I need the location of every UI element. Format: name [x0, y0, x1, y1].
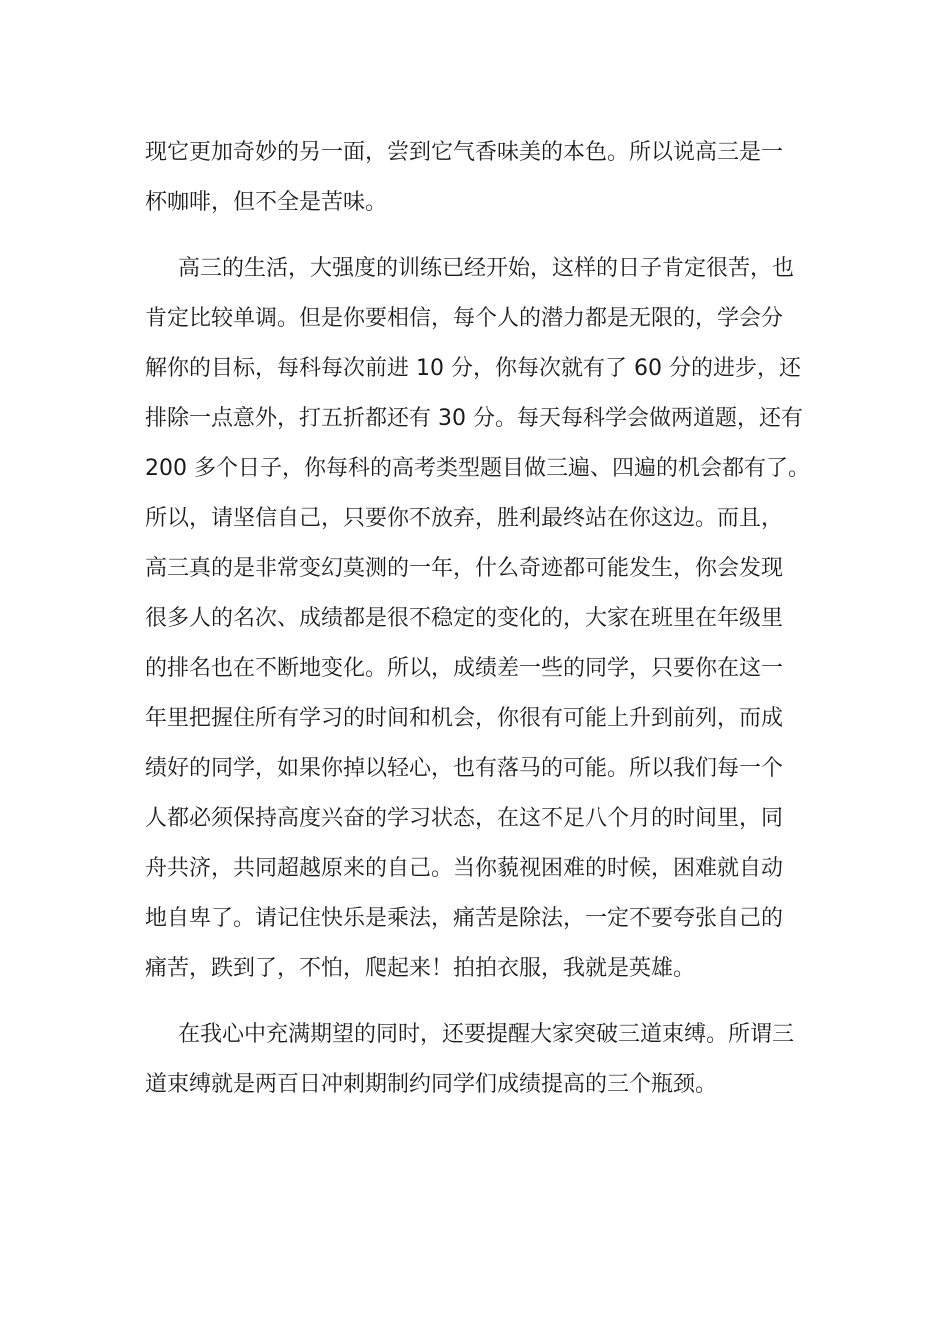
text-line: 道束缚就是两百日冲刺期制约同学们成绩提高的三个瓶颈。 [145, 1072, 718, 1097]
text-line: 200 多个日子，你每科的高考类型题目做三遍、四遍的机会都有了。 [145, 456, 810, 481]
text-line: 地自卑了。请记住快乐是乘法，痛苦是除法，一定不要夸张自己的 [145, 906, 784, 931]
text-line: 的排名也在不断地变化。所以，成绩差一些的同学，只要你在这一 [145, 656, 784, 681]
text-line: 高三真的是非常变幻莫测的一年，什么奇迹都可能发生，你会发现 [145, 556, 784, 581]
paragraph-spacer [145, 228, 815, 244]
text-line: 在我心中充满期望的同时，还要提醒大家突破三道束缚。所谓三 [178, 1022, 795, 1047]
paragraph-1 [145, 128, 815, 228]
text-line: 高三的生活，大强度的训练已经开始，这样的日子肯定很苦，也 [178, 256, 795, 281]
text-line: 所以，请坚信自己，只要你不放弃，胜利最终站在你这边。而且， [145, 506, 784, 531]
paragraph-2 [145, 244, 815, 994]
document-body [145, 128, 815, 1110]
paragraph-3 [145, 1010, 815, 1110]
text-line: 杯咖啡，但不全是苦味。 [145, 190, 388, 215]
text-line: 很多人的名次、成绩都是很不稳定的变化的，大家在班里在年级里 [145, 606, 784, 631]
text-line: 痛苦，跌到了，不怕，爬起来！拍拍衣服，我就是英雄。 [145, 956, 696, 981]
text-line: 现它更加奇妙的另一面，尝到它气香味美的本色。所以说高三是一 [145, 140, 784, 165]
text-line: 人都必须保持高度兴奋的学习状态，在这不足八个月的时间里，同 [145, 806, 784, 831]
text-line: 排除一点意外，打五折都还有 30 分。每天每科学会做两道题，还有 [145, 406, 803, 431]
text-line: 年里把握住所有学习的时间和机会，你很有可能上升到前列，而成 [145, 706, 784, 731]
paragraph-spacer [145, 994, 815, 1010]
text-line: 解你的目标，每科每次前进 10 分，你每次就有了 60 分的进步，还 [145, 356, 801, 381]
text-line: 肯定比较单调。但是你要相信，每个人的潜力都是无限的，学会分 [145, 306, 784, 331]
text-line: 舟共济，共同超越原来的自己。当你藐视困难的时候，困难就自动 [145, 856, 784, 881]
text-line: 绩好的同学，如果你掉以轻心，也有落马的可能。所以我们每一个 [145, 756, 784, 781]
